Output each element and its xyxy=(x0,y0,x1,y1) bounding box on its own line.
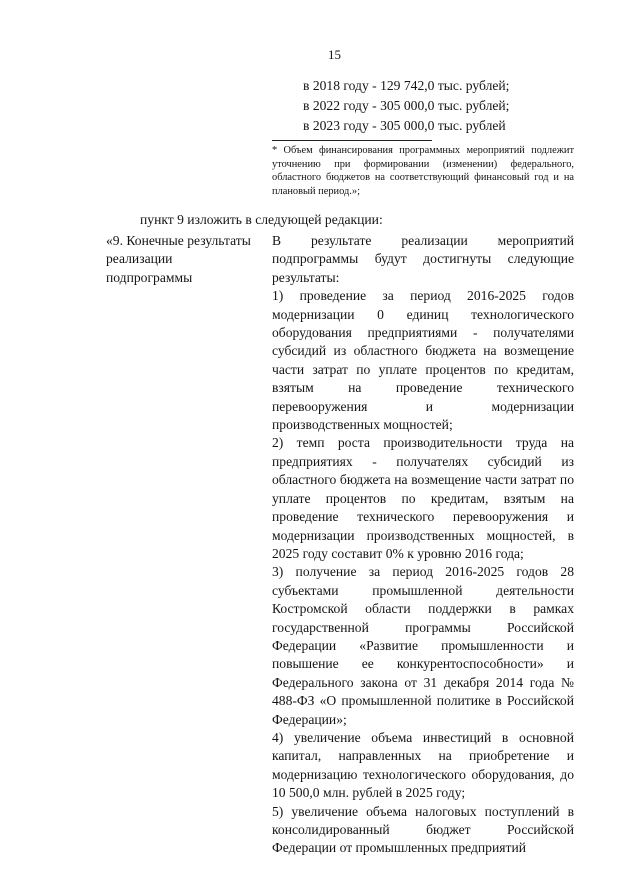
results-list xyxy=(272,232,574,858)
results-intro: В результате реализации мероприятий подпрограммы будут достигнуты следующие результаты: xyxy=(272,233,574,285)
section-title-line: «9. Конечные результаты xyxy=(106,233,251,248)
result-item-2: 2) темп роста производительности труда на предприятиях - получателях субсидий из областного бюджета на возмещение части затрат по уплате процентов по кредитам, взятым на проведение технического перевооружения и модернизации производственных мощностей, в 2025 году составит 0% к уровню 2016 года; xyxy=(272,435,574,561)
page-number: 15 xyxy=(328,47,341,62)
section-title-line: реализации xyxy=(106,251,173,267)
amount-line-2018: в 2018 году - 129 742,0 тыс. рублей; xyxy=(303,78,510,93)
result-item-1: 1) проведение за период 2016-2025 годов модернизации 0 единиц технологического оборудования предприятиями - получателями субсидий из областного бюджета на возмещение части затрат по уплате процентов по кредитам, взятым на проведение технического перевооружения и модернизации производственных мощностей; xyxy=(272,288,574,433)
amount-line-2022: в 2022 году - 305 000,0 тыс. рублей; xyxy=(303,98,510,113)
section-title xyxy=(106,232,266,287)
footnote-text: * Объем финансирования программных мероприятий подлежит уточнению при формировании (изменении) федерального, областного бюджетов на соответствующий финансовый год и на плановый период.»; xyxy=(272,145,574,197)
footnote-divider xyxy=(272,140,432,141)
result-item-3: 3) получение за период 2016-2025 годов 28 субъектами промышленной деятельности Костромской области поддержки в рамках государственной программы Российской Федерации «Развитие промышленности и повышение ее конкурентоспособности» и Федерального закона от 31 декабря 2014 года № 488-ФЗ «О промышленной политике в Российской Федерации»; xyxy=(272,564,574,727)
section-title-line: подпрограммы xyxy=(106,269,193,285)
amount-line-2023: в 2023 году - 305 000,0 тыс. рублей xyxy=(303,118,506,133)
result-item-4: 4) увеличение объема инвестиций в основной капитал, направленных на приобретение и модернизацию технологического оборудования, до 10 500,0 млн. рублей в 2025 году; xyxy=(272,729,574,801)
intro-line: пункт 9 изложить в следующей редакции: xyxy=(140,212,383,227)
funding-amounts xyxy=(303,76,573,136)
result-item-5: 5) увеличение объема налоговых поступлений в консолидированный бюджет Российской Федерации от промышленных предприятий xyxy=(272,803,574,856)
